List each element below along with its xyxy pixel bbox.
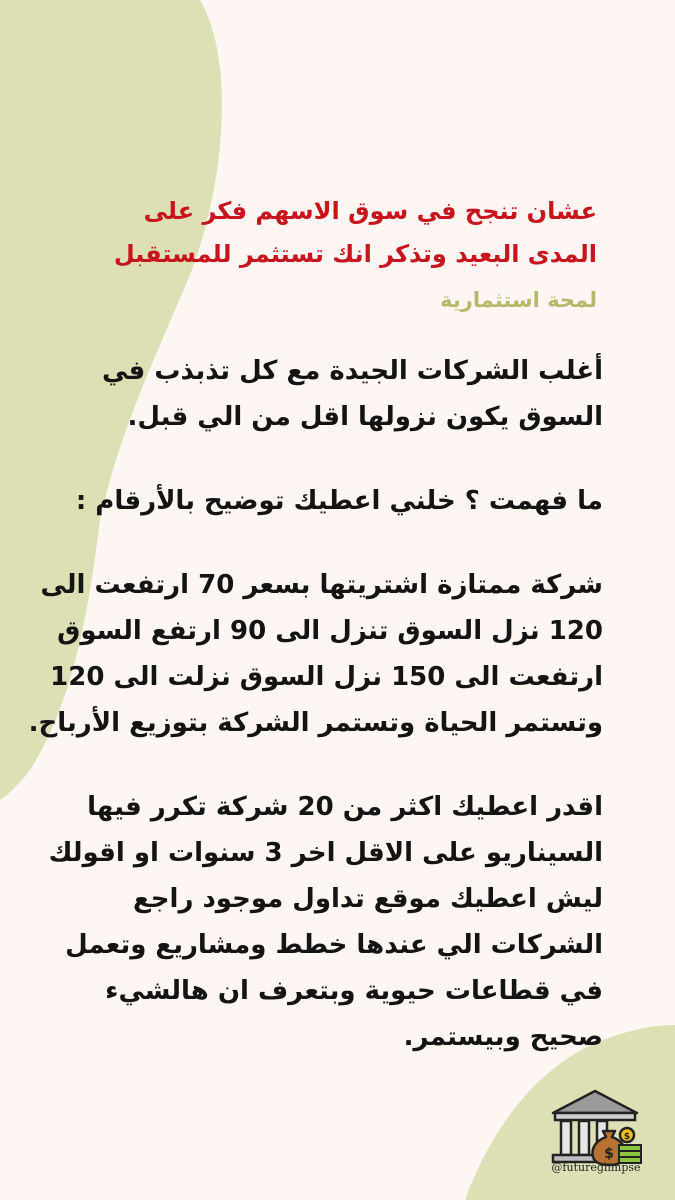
body-line: ليش اعطيك موقع تداول موجود راجع [133, 884, 603, 914]
headline [57, 190, 597, 276]
body-line: في قطاعات حيوية وبتعرف ان هالشيء [105, 976, 603, 1006]
paragraph-1 [3, 348, 603, 440]
body-line: السوق يكون نزولها اقل من الي قبل. [127, 402, 603, 432]
paragraph-3 [3, 562, 603, 746]
body-line: شركة ممتازة اشتريتها بسعر 70 ارتفعت الى [40, 570, 603, 600]
body-line: صحيح وبيستمر. [403, 1022, 603, 1052]
svg-text:$: $ [604, 1146, 614, 1162]
post-body [3, 348, 603, 1060]
paragraph-4 [3, 784, 603, 1060]
body-line: أغلب الشركات الجيدة مع كل تذبذب في [101, 356, 603, 386]
headline-line-2: المدى البعيد وتذكر انك تستثمر للمستقبل [113, 240, 597, 268]
body-line: الشركات الي عندها خطط ومشاريع وتعمل [65, 930, 603, 960]
headline-line-1: عشان تنجح في سوق الاسهم فكر على [143, 197, 597, 225]
body-line: وتستمر الحياة وتستمر الشركة بتوزيع الأرباح. [28, 708, 603, 738]
body-line: ما فهمت ؟ خلني اعطيك توضيح بالأرقام : [75, 486, 603, 516]
subtitle: لمحة استثمارية [440, 288, 597, 312]
svg-text:$: $ [623, 1132, 631, 1142]
body-line: السيناريو على الاقل اخر 3 سنوات او اقولك [48, 838, 603, 868]
body-line: ارتفعت الى 150 نزل السوق نزلت الى 120 [50, 662, 603, 692]
body-line: 120 نزل السوق تنزل الى 90 ارتفع السوق [57, 616, 603, 646]
body-line: اقدر اعطيك اكثر من 20 شركة تكرر فيها [87, 792, 603, 822]
brand-handle: @futureglimpse [551, 1161, 641, 1174]
paragraph-2 [3, 478, 603, 524]
